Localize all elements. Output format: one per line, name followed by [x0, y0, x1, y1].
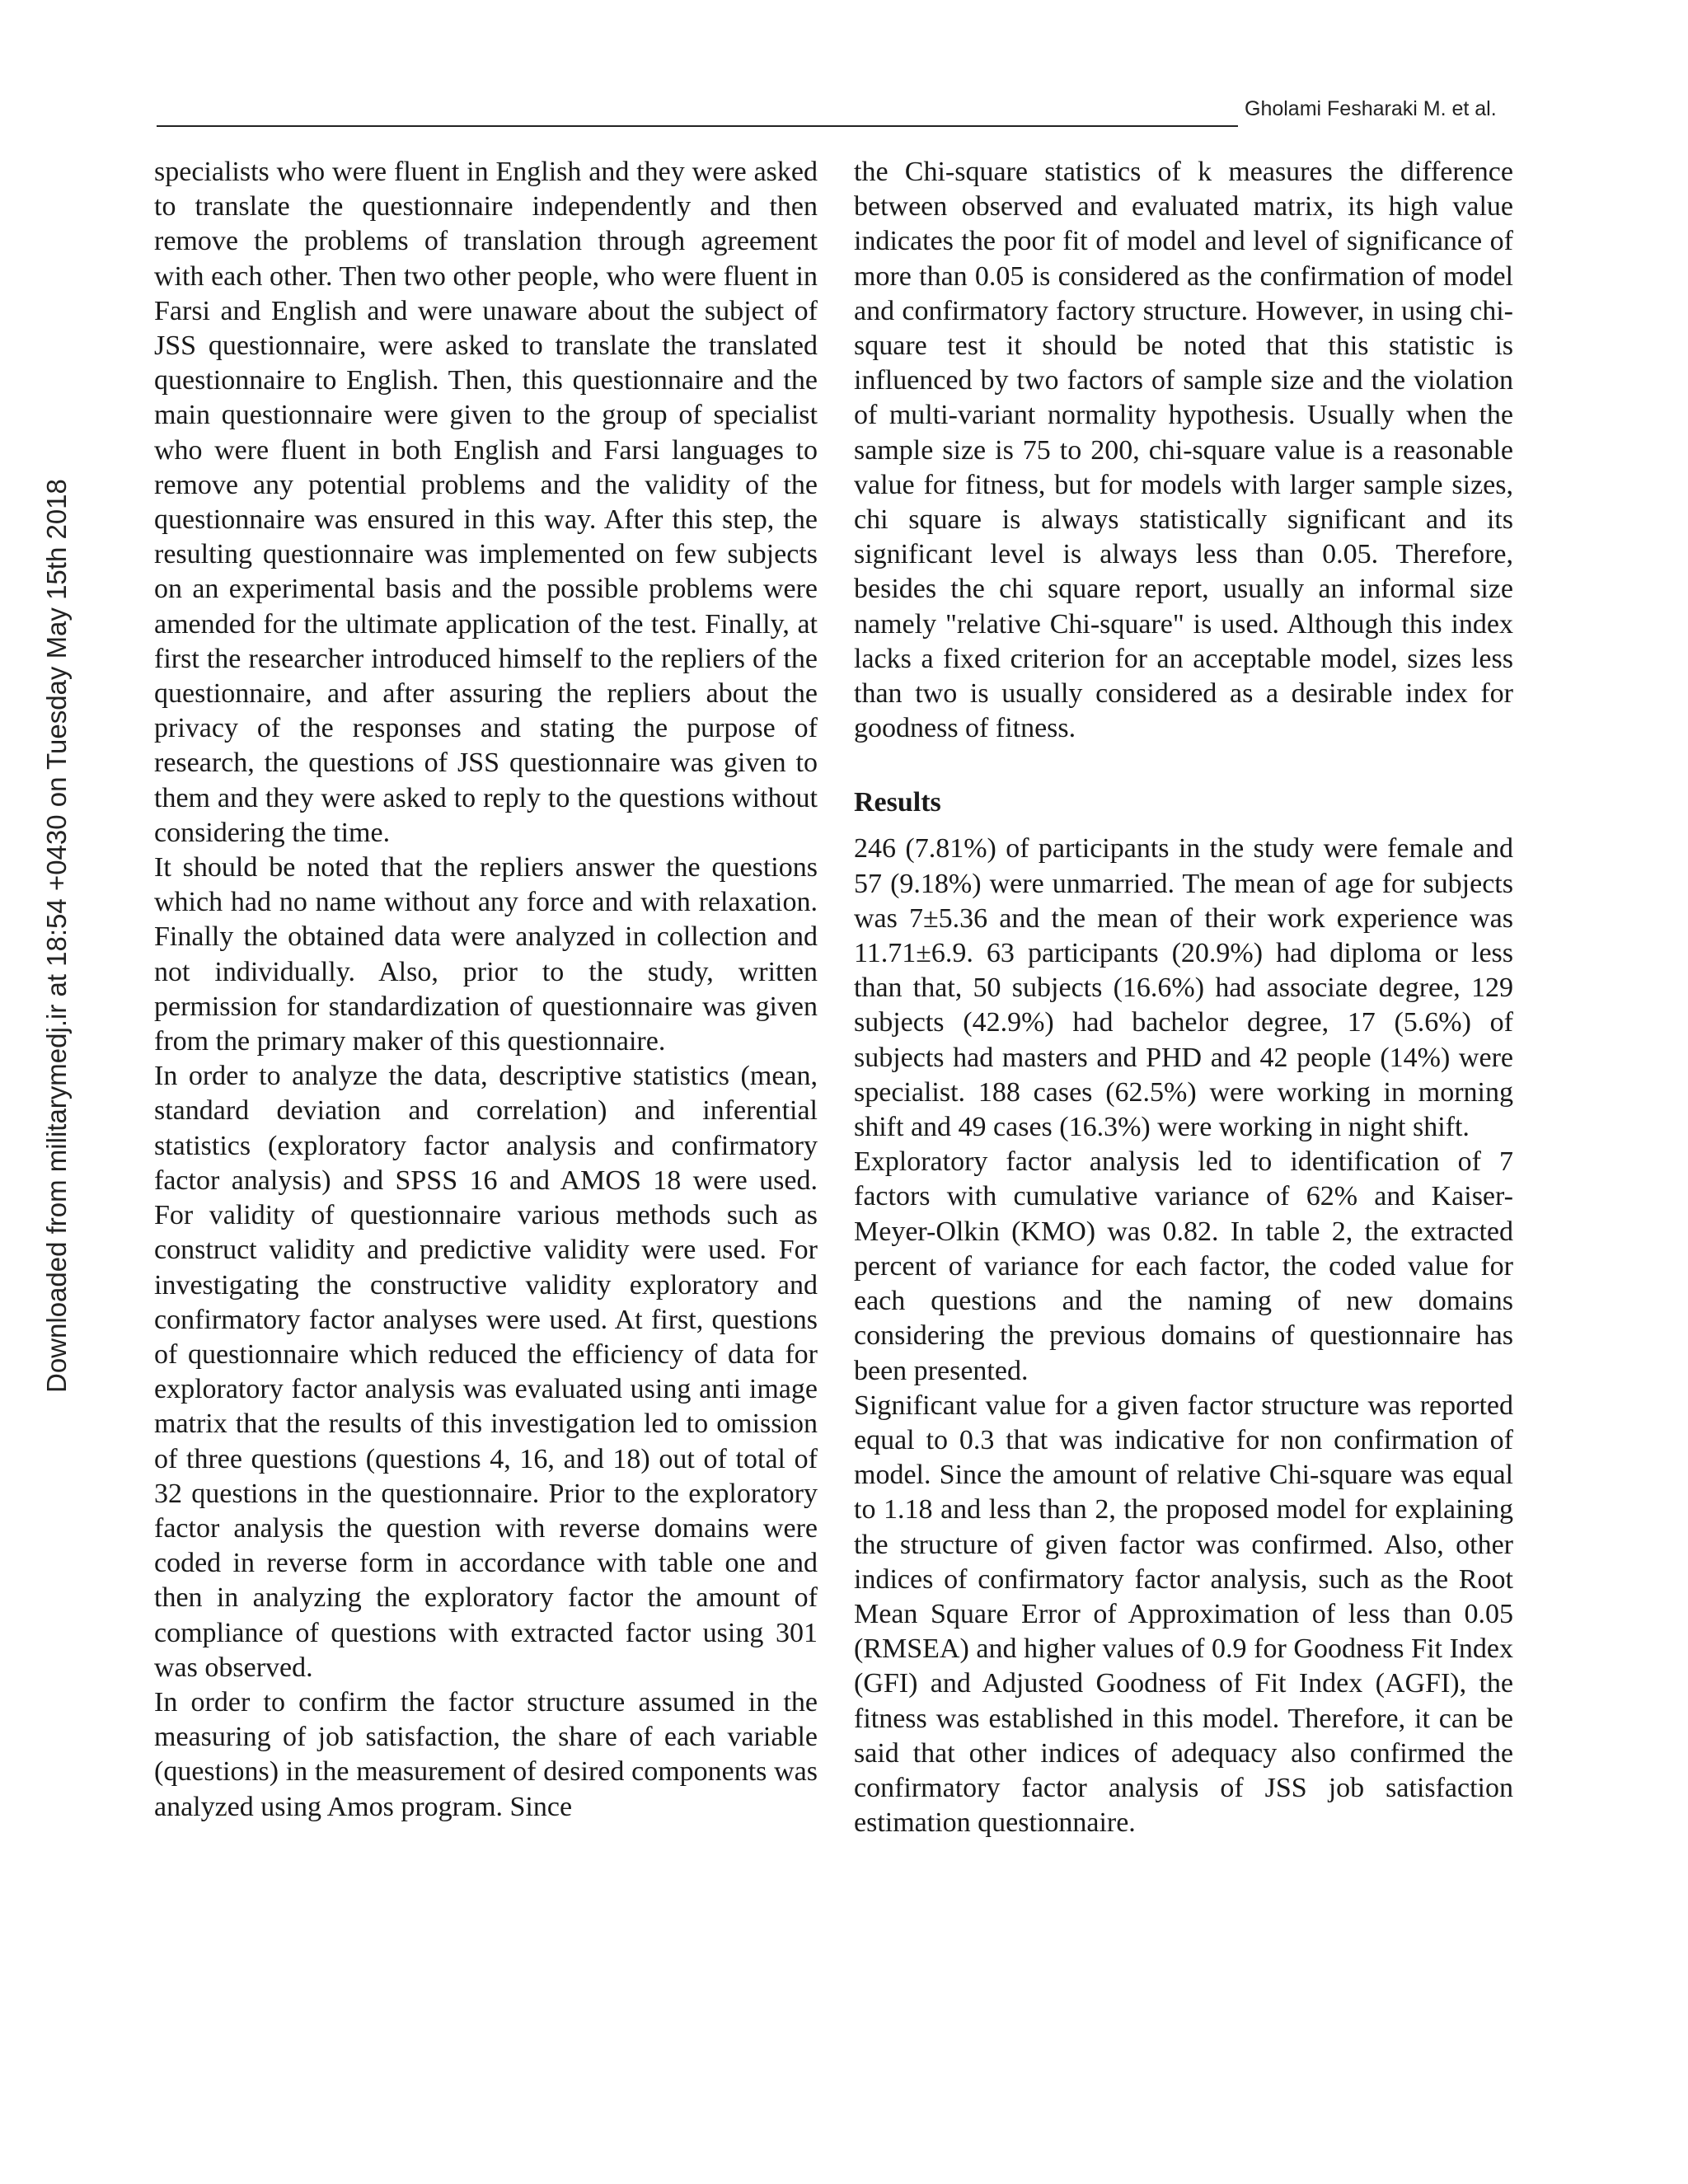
running-head: Gholami Fesharaki M. et al.: [1245, 97, 1497, 120]
left-column: [154, 155, 818, 1825]
body-paragraph: specialists who were fluent in English and they were asked to translate the questionnaire independently and then remove the problems of translation through agreement with each other. Then two other people, who were fluent in Farsi and English and were unaware about the subject of JSS questionnaire, were asked to translate the translated questionnaire to English. Then, this questionnaire and the main questionnaire were given to the group of specialist who were fluent in both English and Farsi languages to remove any potential problems and the validity of the questionnaire was ensured in this way. After this step, the resulting questionnaire was implemented on few subjects on an experimental basis and the possible problems were amended for the ultimate application of the test. Finally, at first the researcher introduced himself to the repliers of the questionnaire, and after assuring the repliers about the privacy of the responses and stating the purpose of research, the questions of JSS questionnaire was given to them and they were asked to reply to the questions without considering the time.: [154, 157, 818, 848]
body-paragraph: the Chi-square statistics of k measures the difference between observed and evaluated matrix, its high value indicates the poor fit of model and level of significance of more than 0.05 is considered as the confirmation of model and confirmatory factory structure. However, in using chi-square test it should be noted that this statistic is influenced by two factors of sample size and the violation of multi-variant normality hypothesis. Usually when the sample size is 75 to 200, chi-square value is a reasonable value for fitness, but for models with larger sample sizes, chi square is always statistically significant and its significant level is always less than 0.05. Therefore, besides the chi square report, usually an informal size namely "relative Chi-square" is used. Although this index lacks a fixed criterion for an acceptable model, sizes less than two is usually considered as a desirable index for goodness of fitness.: [854, 157, 1513, 744]
body-paragraph: It should be noted that the repliers answer the questions which had no name without any force and with relaxation. Finally the obtained data were analyzed in collection and not individually. Also, prior to the study, written permission for standardization of questionnaire was given from the primary maker of this questionnaire.: [154, 852, 818, 1057]
right-column: [854, 155, 1513, 1840]
section-heading-results: Results: [854, 787, 941, 818]
download-stamp: Downloaded from militarymedj.ir at 18:54 +0430 on Tuesday May 15th 2018: [41, 479, 72, 1393]
body-paragraph: 246 (7.81%) of participants in the study were female and 57 (9.18%) were unmarried. The mean of age for subjects was 7±5.36 and the mean of their work experience was 11.71±6.9. 63 participants (20.9%) had diploma or less than that, 50 subjects (16.6%) had associate degree, 129 subjects (42.9%) had bachelor degree, 17 (5.6%) of subjects had masters and PHD and 42 people (14%) were specialist. 188 cases (62.5%) were working in morning shift and 49 cases (16.3%) were working in night shift.: [854, 833, 1513, 1143]
body-paragraph: Exploratory factor analysis led to identification of 7 factors with cumulative variance of 62% and Kaiser-Meyer-Olkin (KMO) was 0.82. In table 2, the extracted percent of variance for each factor, the coded value for each questions and the naming of new domains considering the previous domains of questionnaire has been presented.: [854, 1146, 1513, 1386]
body-paragraph: In order to analyze the data, descriptive statistics (mean, standard deviation and correlation) and inferential statistics (exploratory factor analysis and confirmatory factor analysis) and SPSS 16 and AMOS 18 were used. For validity of questionnaire various methods such as construct validity and predictive validity were used. For investigating the constructive validity exploratory and confirmatory factor analyses were used. At first, questions of questionnaire which reduced the efficiency of data for exploratory factor analysis was evaluated using anti image matrix that the results of this investigation led to omission of three questions (questions 4, 16, and 18) out of total of 32 questions in the questionnaire. Prior to the exploratory factor analysis the question with reverse domains were coded in reverse form in accordance with table one and then in analyzing the exploratory factor the amount of compliance of questions with extracted factor using 301 was observed.: [154, 1061, 818, 1683]
body-paragraph: In order to confirm the factor structure assumed in the measuring of job satisfaction, the share of each variable (questions) in the measurement of desired components was analyzed using Amos program. Since: [154, 1686, 818, 1822]
body-paragraph: Significant value for a given factor structure was reported equal to 0.3 that was indicative for non confirmation of model. Since the amount of relative Chi-square was equal to 1.18 and less than 2, the proposed model for explaining the structure of given factor was confirmed. Also, other indices of confirmatory factor analysis, such as the Root Mean Square Error of Approximation of less than 0.05 (RMSEA) and higher values of 0.9 for Goodness Fit Index (GFI) and Adjusted Goodness of Fit Index (AGFI), the fitness was established in this model. Therefore, it can be said that other indices of adequacy also confirmed the confirmatory factor analysis of JSS job satisfaction estimation questionnaire.: [854, 1390, 1513, 1839]
header-rule: [157, 125, 1238, 127]
